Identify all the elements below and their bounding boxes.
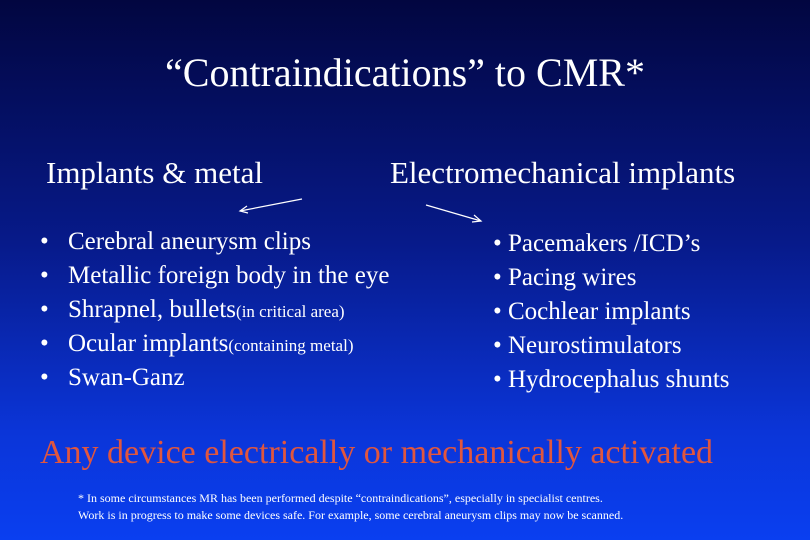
list-item-text: Cerebral aneurysm clips [68, 228, 311, 255]
list-item-text: Shrapnel, bullets [68, 296, 237, 323]
list-item [40, 361, 460, 395]
list-item: • Pacemakers /ICD’s [493, 230, 701, 257]
list-item: • Neurostimulators [493, 332, 682, 359]
footnote-line: * In some circumstances MR has been performed despite “contraindications”, especially in specialist centres. [78, 491, 603, 505]
bullet: • [40, 364, 49, 391]
right-list [493, 227, 730, 397]
right-arrow [426, 205, 481, 221]
list-item [40, 259, 460, 293]
bullet: • [40, 330, 49, 357]
list-item [40, 293, 460, 327]
list-item [40, 225, 460, 259]
list-item-text: Ocular implants [68, 330, 229, 357]
left-arrow [240, 199, 302, 211]
footnote-line: Work is in progress to make some devices safe. For example, some cerebral aneurysm clips may now be scanned. [78, 508, 624, 522]
list-item-text: Swan-Ganz [68, 364, 185, 391]
list-item: • Cochlear implants [493, 298, 691, 325]
heading-electromechanical-implants: Electromechanical implants [390, 155, 736, 190]
list-item-text: Metallic foreign body in the eye [68, 262, 390, 289]
emphasis-text: Any device electrically or mechanically activated [40, 434, 714, 471]
heading-implants-metal: Implants & metal [46, 155, 263, 190]
list-item [40, 327, 460, 361]
list-item-note: (in critical area) [236, 302, 345, 321]
list-item-note: (containing metal) [228, 336, 354, 355]
bullet: • [40, 262, 49, 289]
footnote [78, 490, 623, 524]
list-item: • Hydrocephalus shunts [493, 366, 730, 393]
left-list [40, 225, 460, 395]
bullet: • [40, 296, 49, 323]
slide-title: “Contraindications” to CMR* [165, 50, 645, 95]
bullet: • [40, 228, 49, 255]
list-item: • Pacing wires [493, 264, 637, 291]
